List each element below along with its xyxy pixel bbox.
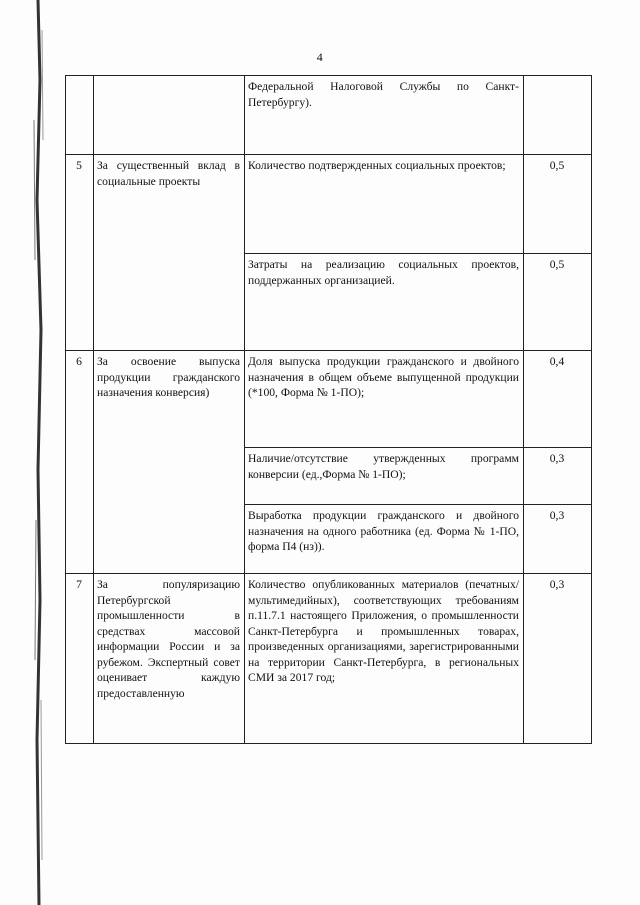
score-cell: 0,3 [524,505,592,574]
table-row [66,155,592,254]
indicator-cell: Количество подтвержденных социальных проектов; [245,155,524,254]
row-number: 5 [66,155,94,351]
criteria-table [65,75,592,744]
indicator-cell: Количество опубликованных материалов (печатных/мультимедийных), соответствующих требованиям п.11.7.1 настоящего Приложения, о промышленности Санкт-Петербурга и промышленных товарах, произведенных организациями, зарегистрированными на территории Санкт-Петербурга, в региональных СМИ за 2017 год; [245,574,524,744]
table-row [66,76,592,155]
score-cell: 0,4 [524,351,592,448]
criterion-cell: За популяризацию Петербургской промышленности в средствах массовой информации России и за рубежом. Экспертный совет оценивает каждую предоставленную [94,574,245,744]
criterion-cell: За освоение выпуска продукции гражданского назначения конверсия) [94,351,245,574]
indicator-cell: Доля выпуска продукции гражданского и двойного назначения в общем объеме выпущенной продукции (*100, Форма № 1-ПО); [245,351,524,448]
row-number: 7 [66,574,94,744]
criterion-cell: За существенный вклад в социальные проекты [94,155,245,351]
page-number: 4 [316,50,324,64]
score-cell: 0,3 [524,448,592,505]
row-number [66,76,94,155]
criterion-cell [94,76,245,155]
table-row [66,574,592,744]
table-row [66,351,592,448]
indicator-cell: Федеральной Налоговой Службы по Санкт-Петербургу). [245,76,524,155]
indicator-cell: Выработка продукции гражданского и двойного назначения на одного работника (ед. Форма № 1-ПО, форма П4 (нз)). [245,505,524,574]
score-cell: 0,5 [524,155,592,254]
score-cell: 0,3 [524,574,592,744]
row-number: 6 [66,351,94,574]
indicator-cell: Затраты на реализацию социальных проектов, поддержанных организацией. [245,254,524,351]
indicator-cell: Наличие/отсутствие утвержденных программ конверсии (ед.,Форма № 1-ПО); [245,448,524,505]
score-cell: 0,5 [524,254,592,351]
score-cell [524,76,592,155]
